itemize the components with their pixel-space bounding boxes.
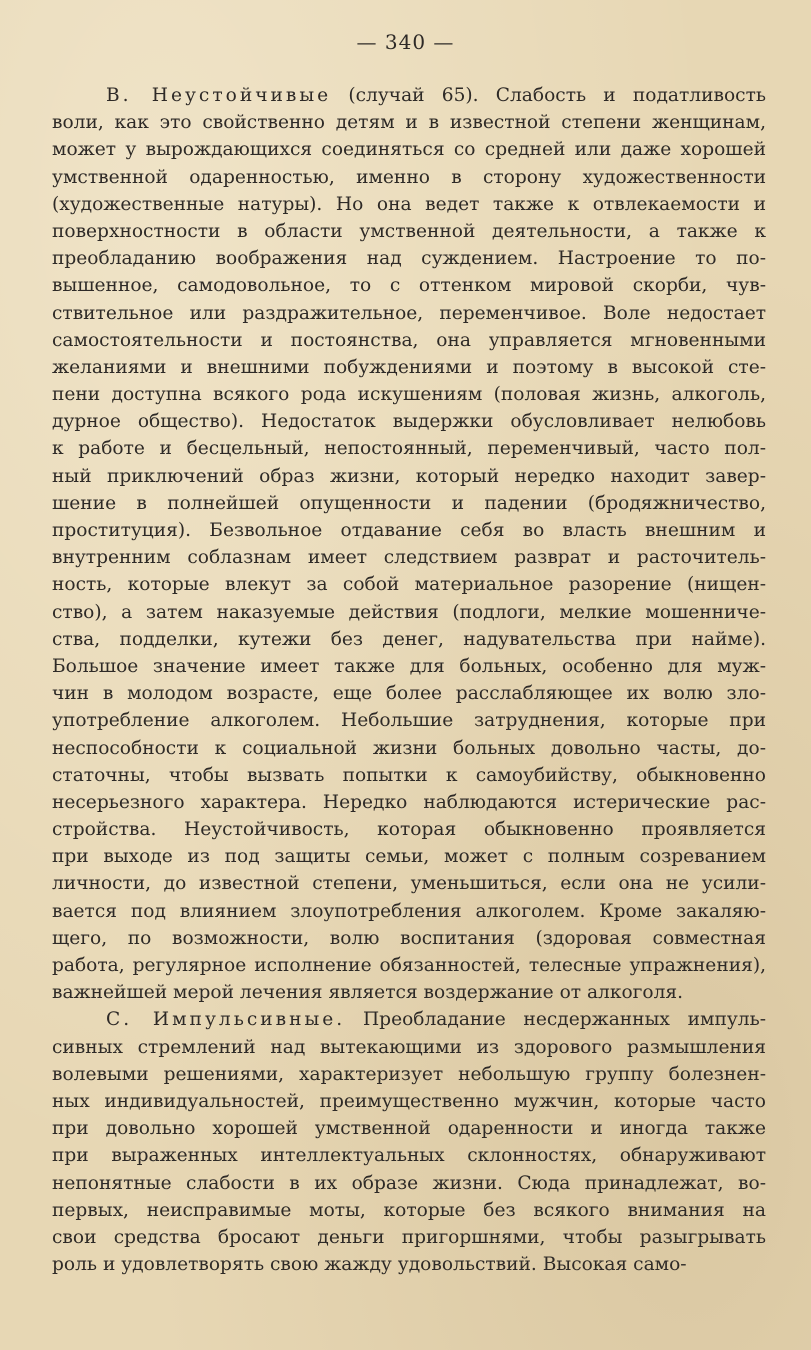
paragraph-b-line-text: ствительное или раздражительное, переменчивое. Воле недостает: [52, 302, 766, 324]
paragraph-b-line: [52, 544, 766, 571]
paragraph-c-line: [52, 1251, 766, 1278]
page-number: — 340 —: [356, 30, 455, 54]
paragraph-b-line: [52, 327, 766, 354]
paragraph-b-line: [52, 735, 766, 762]
paragraph-b-line: [52, 218, 766, 245]
paragraph-b-line: [52, 517, 766, 544]
paragraph-b-line-text: к работе и бесцельный, непостоянный, переменчивый, часто пол-: [52, 438, 766, 460]
paragraph-b-line: [52, 490, 766, 517]
paragraph-b-line: [52, 626, 766, 653]
text-block: [52, 82, 766, 1278]
paragraph-b-line-text: чин в молодом возрасте, еще более расслабляющее их волю зло-: [52, 683, 766, 705]
paragraph-b-line: [52, 979, 766, 1006]
paragraph-b-heading: В. Неустойчивые: [106, 85, 332, 106]
paragraph-b-line-text: (случай 65). Слабость и податливость: [331, 85, 766, 106]
paragraph-b-line-text: поверхностности в области умственной деятельности, а также к: [52, 220, 766, 242]
paragraph-b-line: [52, 435, 766, 462]
paragraph-b-line: [52, 925, 766, 952]
paragraph-b-line-text: (художественные натуры). Но она ведет также к отвлекаемости и: [52, 193, 766, 215]
paragraph-b-line: [52, 381, 766, 408]
paragraph-b-line-text: ство), а затем наказуемые действия (подлоги, мелкие мошенниче-: [52, 601, 766, 623]
paragraph-b-line: [52, 82, 766, 109]
paragraph-b-line: [52, 680, 766, 707]
paragraph-b-line-text: ность, которые влекут за собой материальное разорение (нищен-: [52, 574, 766, 596]
paragraph-b-line: [52, 898, 766, 925]
paragraph-b-line-text: воли, как это свойственно детям и в известной степени женщинам,: [52, 112, 766, 134]
paragraph-b-line-text: ный приключений образ жизни, который нередко находит завер-: [52, 465, 766, 487]
paragraph-b-line: [52, 354, 766, 381]
paragraph-b-line: [52, 463, 766, 490]
paragraph-c-line: [52, 1197, 766, 1224]
paragraph-b-line-text: проституция). Безвольное отдавание себя во власть внешним и: [52, 520, 766, 541]
paragraph-b-line-text: работа, регулярное исполнение обязанностей, телесные упражнения),: [52, 955, 766, 976]
paragraph-b-line-text: несерьезного характера. Нередко наблюдаются истерические рас-: [52, 791, 766, 813]
paragraph-b-line: [52, 599, 766, 626]
paragraph-c-line-text: при довольно хорошей умственной одаренности и иногда также: [52, 1118, 766, 1140]
paragraph-c-line: [52, 1142, 766, 1169]
paragraph-b-line: [52, 952, 766, 979]
paragraph-b-line: [52, 245, 766, 272]
paragraph-b-line: [52, 843, 766, 870]
paragraph-b-line-text: умственной одаренностью, именно в сторону художественности: [52, 166, 766, 188]
paragraph-b-line-text: ства, подделки, кутежи без денег, надувательства при найме).: [52, 628, 766, 650]
paragraph-b-line: [52, 272, 766, 299]
paragraph-b-line-text: личности, до известной степени, уменьшиться, если она не усили-: [52, 873, 766, 895]
paragraph-b-line: [52, 789, 766, 816]
paragraph-b-line-text: преобладанию воображения над суждением. Настроение то по-: [52, 248, 766, 270]
paragraph-c-line-text: роль и удовлетворять свою жажду удовольствий. Высокая само-: [52, 1254, 687, 1276]
paragraph-b-line: [52, 816, 766, 843]
paragraph-b-line-text: важнейшей мерой лечения является воздержание от алкоголя.: [52, 982, 684, 1004]
paragraph-c-line-text: свои средства бросают деньги пригоршнями, чтобы разыгрывать: [52, 1226, 766, 1248]
paragraph-b-line-text: вышенное, самодовольное, то с оттенком мировой скорби, чув-: [52, 275, 766, 297]
paragraph-b-line: [52, 870, 766, 897]
paragraph-c-heading: С. Импульсивные.: [106, 1009, 346, 1031]
paragraph-c-line: [52, 1006, 766, 1033]
paragraph-b-line: [52, 136, 766, 163]
paragraph-b-line: [52, 571, 766, 598]
paragraph-b-line: [52, 707, 766, 734]
paragraph-b-line: [52, 191, 766, 218]
paragraph-b-line-text: может у вырождающихся соединяться со средней или даже хорошей: [52, 139, 766, 161]
paragraph-c-line: [52, 1224, 766, 1251]
paragraph-b-line-text: желаниями и внешними побуждениями и поэтому в высокой сте-: [52, 356, 766, 378]
paragraph-b-line-text: неспособности к социальной жизни больных довольно часты, до-: [52, 737, 766, 759]
paragraph-c-line: [52, 1088, 766, 1115]
paragraph-b-line-text: самостоятельности и постоянства, она управляется мгновенными: [52, 329, 766, 351]
paragraph-c-line-text: Преобладание несдержанных импуль-: [345, 1009, 766, 1031]
paragraph-b-line-text: дурное общество). Недостаток выдержки обусловливает нелюбовь: [52, 411, 766, 433]
paragraph-b-line-text: стройства. Неустойчивость, которая обыкновенно проявляется: [52, 819, 766, 841]
paragraph-c-line-text: непонятные слабости в их образе жизни. Сюда принадлежат, во-: [52, 1172, 766, 1194]
paragraph-b-line: [52, 408, 766, 435]
paragraph-c-line: [52, 1170, 766, 1197]
paragraph-b: [52, 82, 766, 1006]
paragraph-b-line: [52, 300, 766, 327]
paragraph-c-line: [52, 1034, 766, 1061]
paragraph-c-line: [52, 1115, 766, 1142]
paragraph-b-line-text: употребление алкоголем. Небольшие затруднения, которые при: [52, 710, 766, 732]
paragraph-b-line-text: шение в полнейшей опущенности и падении (бродяжничество,: [52, 492, 766, 514]
paragraph-b-line-text: при выходе из под защиты семьи, может с полным созреванием: [52, 846, 766, 868]
paragraph-b-line: [52, 164, 766, 191]
paragraph-b-line-text: вается под влиянием злоупотребления алкоголем. Кроме закаляю-: [52, 900, 766, 922]
paragraph-c-line-text: волевыми решениями, характеризует небольшую группу болезнен-: [52, 1063, 766, 1085]
paragraph-c: [52, 1006, 766, 1278]
paragraph-c-line: [52, 1061, 766, 1088]
paragraph-b-line-text: пени доступна всякого рода искушениям (половая жизнь, алкоголь,: [52, 384, 766, 406]
paragraph-b-line: [52, 762, 766, 789]
paragraph-c-line-text: при выраженных интеллектуальных склонностях, обнаруживают: [52, 1145, 766, 1167]
paragraph-b-line: [52, 109, 766, 136]
paragraph-c-line-text: первых, неисправимые моты, которые без всякого внимания на: [52, 1199, 766, 1221]
paragraph-c-line-text: ных индивидуальностей, преимущественно мужчин, которые часто: [52, 1090, 766, 1112]
paragraph-b-line-text: щего, по возможности, волю воспитания (здоровая совместная: [52, 927, 766, 949]
paragraph-b-line-text: Большое значение имеет также для больных, особенно для муж-: [52, 655, 766, 677]
paragraph-c-line-text: сивных стремлений над вытекающими из здорового размышления: [52, 1036, 766, 1058]
paragraph-b-line-text: статочны, чтобы вызвать попытки к самоубийству, обыкновенно: [52, 764, 766, 786]
paragraph-b-line-text: внутренним соблазнам имеет следствием разврат и расточитель-: [52, 547, 766, 569]
paragraph-b-line: [52, 653, 766, 680]
